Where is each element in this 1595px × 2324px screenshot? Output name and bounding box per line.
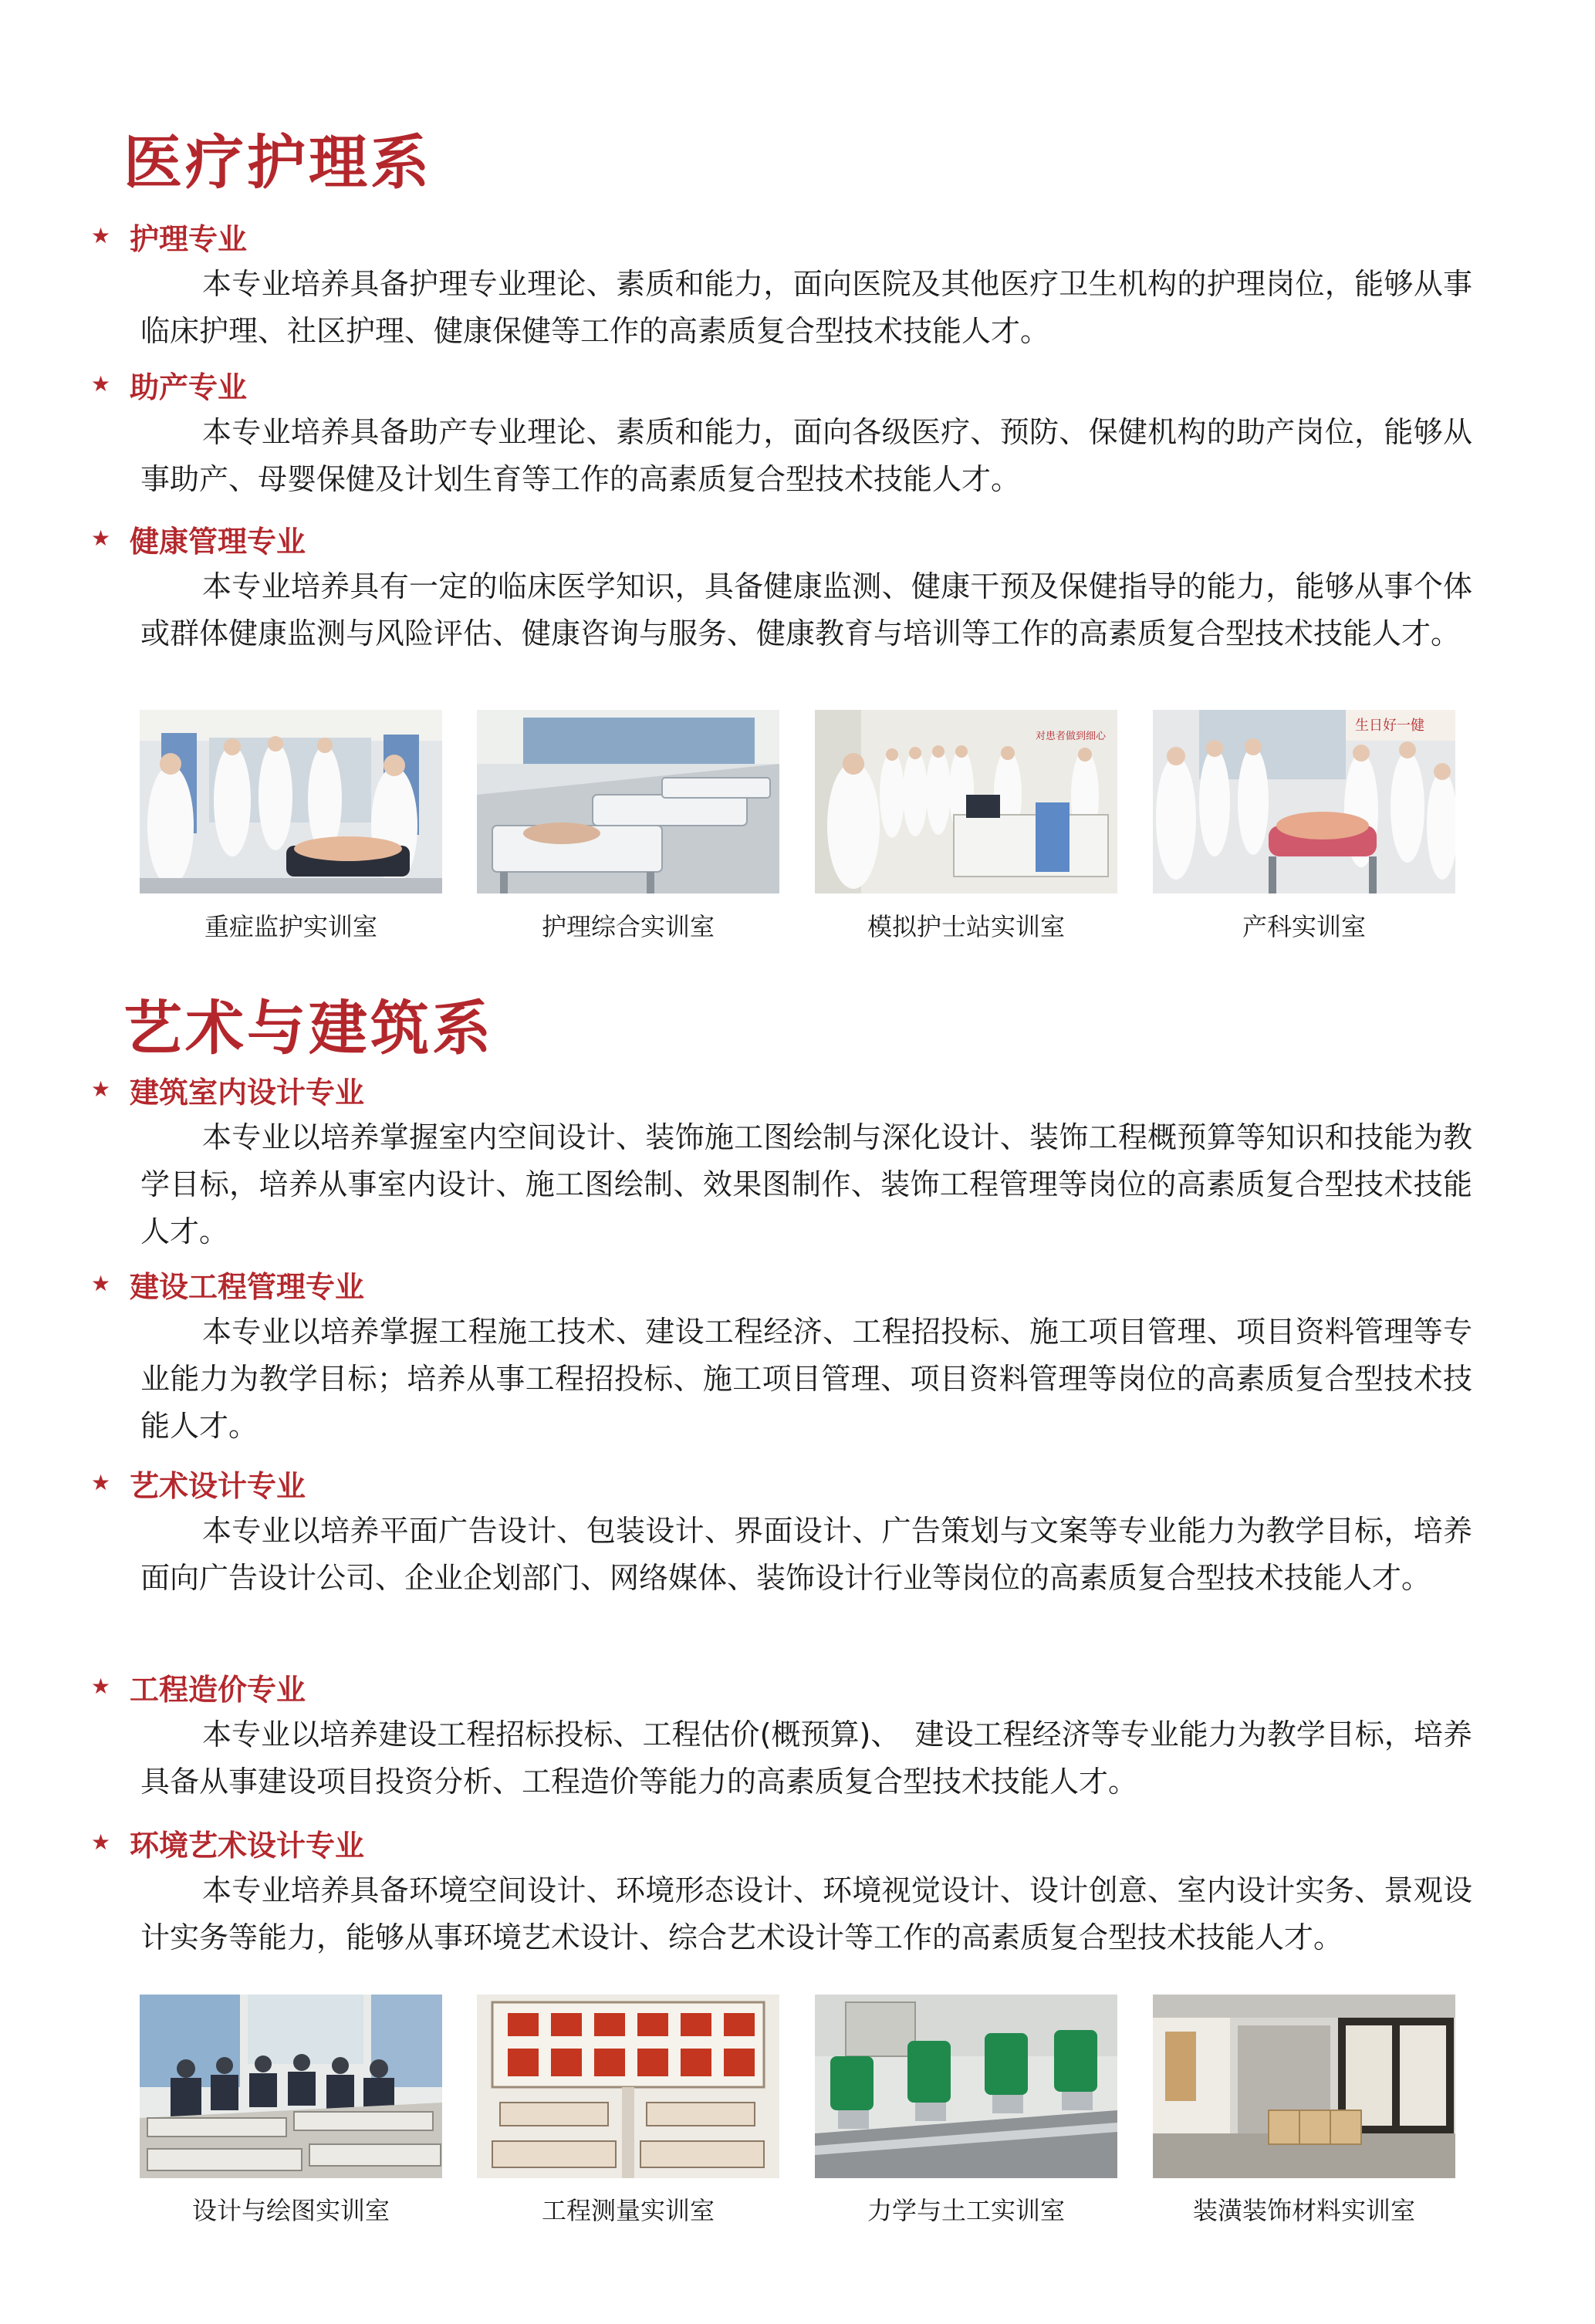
dept-title-art-architecture: 艺术与建筑系: [123, 994, 494, 1062]
star-icon: ★: [91, 1829, 111, 1855]
major-desc: 本专业培养具备环境空间设计、环境形态设计、环境视觉设计、设计创意、室内设计实务、景观设计实务等能力，能够从事环境艺术设计、综合艺术设计等工作的高素质复合型技术技能人才。: [140, 1873, 1472, 1954]
photo-caption: 装潢装饰材料实训室: [1192, 2196, 1415, 2225]
star-icon: ★: [91, 223, 111, 248]
photo-obstetrics-lab: [1153, 710, 1455, 893]
photo-nurse-station-lab: [815, 710, 1117, 893]
major-title: 艺术设计专业: [130, 1468, 306, 1503]
major-cost-engineering: [91, 1667, 1472, 1805]
major-title: 建设工程管理专业: [130, 1269, 365, 1304]
major-nursing: [91, 216, 1472, 355]
major-desc: 本专业培养具有一定的临床医学知识，具备健康监测、健康干预及保健指导的能力，能够从事个体或群体健康监测与风险评估、健康咨询与服务、健康教育与培训等工作的高素质复合型技术技能人才。: [140, 569, 1472, 650]
photo-caption: 模拟护士站实训室: [867, 912, 1065, 941]
photo-caption: 重症监护实训室: [204, 912, 377, 941]
major-desc: 本专业以培养掌握室内空间设计、装饰施工图绘制与深化设计、装饰工程概预算等知识和技能为教学目标，培养从事室内设计、施工图绘制、效果图制作、装饰工程管理等岗位的高素质复合型技术技能人才。: [140, 1120, 1472, 1248]
photo-design-drawing-lab: [140, 1995, 442, 2178]
star-icon: ★: [91, 1470, 111, 1495]
photo-sign-text: 对患者做到细心: [1036, 731, 1107, 742]
photo-caption: 产科实训室: [1242, 912, 1366, 941]
major-title: 护理专业: [130, 221, 248, 256]
major-health-management: [91, 519, 1472, 657]
major-midwifery: [91, 364, 1472, 503]
dept-title-medical: 医疗护理系: [123, 128, 432, 197]
star-icon: ★: [91, 525, 111, 551]
star-icon: ★: [91, 1674, 111, 1699]
major-construction-management: [91, 1264, 1472, 1450]
major-environmental-art-design: [91, 1822, 1472, 1961]
major-art-design: [91, 1463, 1472, 1602]
major-title: 工程造价专业: [130, 1672, 306, 1707]
major-desc: 本专业以培养平面广告设计、包装设计、界面设计、广告策划与文案等专业能力为教学目标，培养面向广告设计公司、企业企划部门、网络媒体、装饰设计行业等岗位的高素质复合型技术技能人才。: [140, 1514, 1472, 1595]
star-icon: ★: [91, 371, 111, 397]
major-desc: 本专业培养具备助产专业理论、素质和能力，面向各级医疗、预防、保健机构的助产岗位，能够从事助产、母婴保健及计划生育等工作的高素质复合型技术技能人才。: [140, 415, 1472, 496]
major-title: 助产专业: [130, 370, 248, 404]
major-desc: 本专业培养具备护理专业理论、素质和能力，面向医院及其他医疗卫生机构的护理岗位，能够从事临床护理、社区护理、健康保健等工作的高素质复合型技术技能人才。: [140, 267, 1472, 348]
photo-mechanics-soil-lab: [815, 1995, 1117, 2178]
star-icon: ★: [91, 1271, 111, 1296]
major-title: 健康管理专业: [130, 524, 306, 559]
major-desc: 本专业以培养建设工程招标投标、工程估价(概预算)、 建设工程经济等专业能力为教学目标，培养具备从事建设项目投资分析、工程造价等能力的高素质复合型技术技能人才。: [140, 1718, 1472, 1799]
photo-caption: 设计与绘图实训室: [191, 2196, 390, 2225]
photo-caption: 工程测量实训室: [541, 2196, 715, 2225]
photo-nursing-lab: [477, 710, 779, 893]
photo-icu-lab: [140, 710, 442, 893]
photo-sign-text: 生日好一健: [1355, 718, 1424, 734]
star-icon: ★: [91, 1076, 111, 1102]
major-interior-design: [91, 1069, 1472, 1255]
photo-decoration-materials-lab: [1153, 1995, 1455, 2178]
major-title: 建筑室内设计专业: [130, 1075, 365, 1110]
major-title: 环境艺术设计专业: [130, 1828, 365, 1863]
major-desc: 本专业以培养掌握工程施工技术、建设工程经济、工程招投标、施工项目管理、项目资料管理等专业能力为教学目标；培养从事工程招投标、施工项目管理、项目资料管理等岗位的高素质复合型技术技能人才。: [140, 1315, 1472, 1443]
photo-surveying-lab: [477, 1995, 779, 2178]
photo-caption: 护理综合实训室: [541, 912, 715, 941]
photo-caption: 力学与土工实训室: [867, 2196, 1065, 2225]
